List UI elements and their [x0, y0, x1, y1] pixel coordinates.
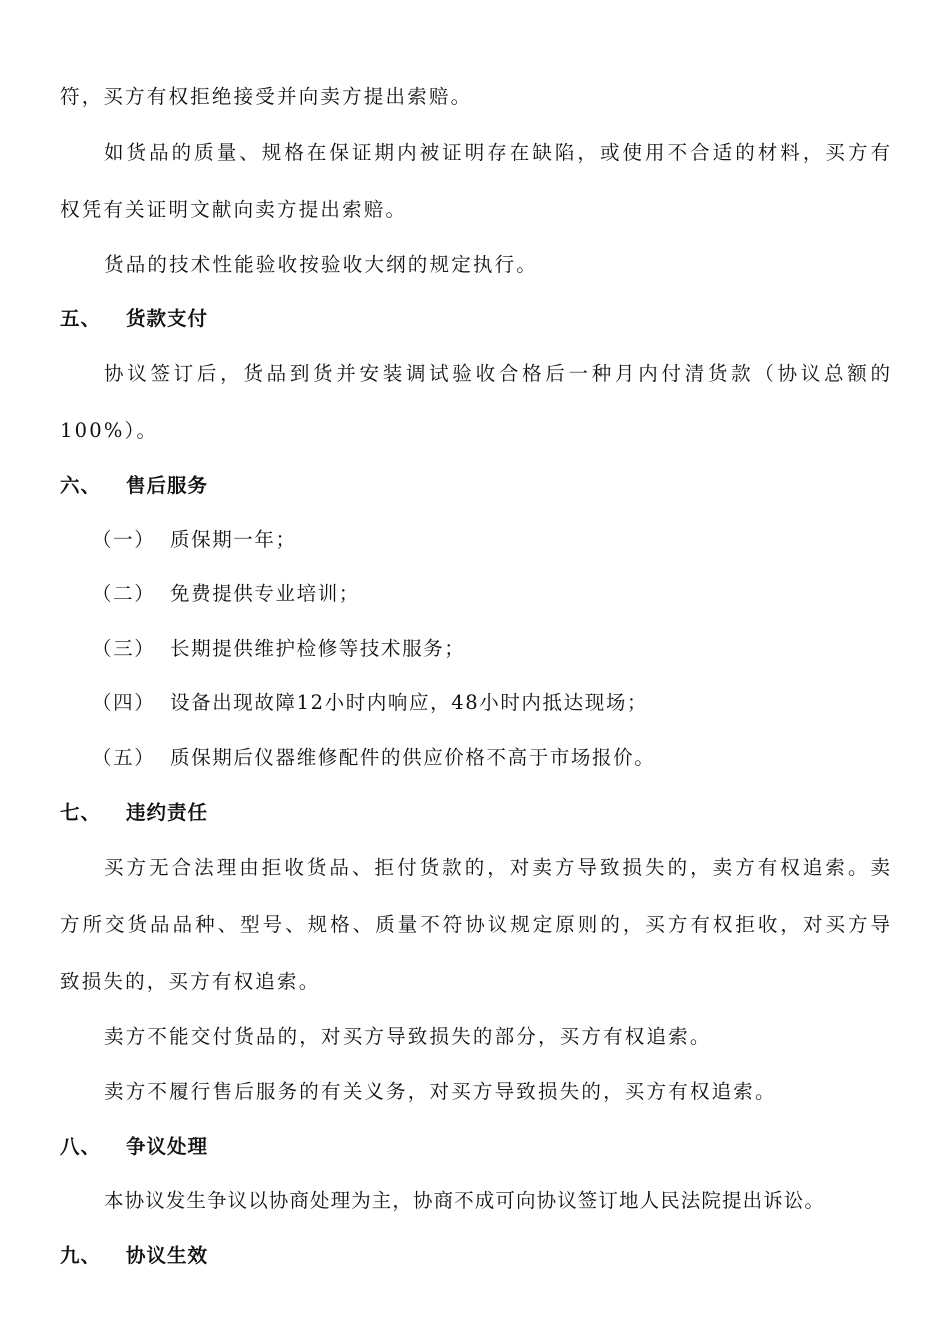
section-heading-effect: [60, 1243, 208, 1269]
section-number: 五、: [60, 307, 102, 330]
list-item: [92, 527, 297, 553]
paragraph-line: 买方无合法理由拒收货品、拒付货款的，对卖方导致损失的，卖方有权追索。卖: [104, 856, 890, 879]
section-title: 协议生效: [126, 1244, 209, 1267]
list-item: [92, 636, 465, 662]
list-item-text: 免费提供专业培训；: [170, 582, 360, 605]
list-item-number: （四）: [92, 691, 156, 714]
section-number: 七、: [60, 801, 102, 824]
list-item: [92, 745, 655, 771]
list-item: [92, 581, 360, 607]
paragraph-line: 符，买方有权拒绝接受并向卖方提出索赔。: [60, 85, 473, 108]
paragraph-line: 方所交货品品种、型号、规格、质量不符协议规定原则的，买方有权拒收，对买方导: [60, 913, 890, 936]
paragraph-line: 货品的技术性能验收按验收大纲的规定执行。: [104, 253, 539, 276]
section-number: 六、: [60, 474, 102, 497]
section-number: 九、: [60, 1244, 102, 1267]
list-item-number: （五）: [92, 746, 156, 769]
section-title: 违约责任: [126, 801, 209, 824]
paragraph-line: 权凭有关证明文献向卖方提出索赔。: [60, 198, 408, 221]
list-item-text: 设备出现故障12小时内响应，48小时内抵达现场；: [170, 691, 649, 714]
paragraph-line: 100%）。: [60, 419, 159, 442]
list-item-text: 质保期一年；: [170, 528, 297, 551]
section-title: 货款支付: [126, 307, 209, 330]
paragraph-line: 协议签订后，货品到货并安装调试验收合格后一种月内付清货款（协议总额的: [104, 362, 890, 385]
list-item-number: （二）: [92, 582, 156, 605]
list-item-text: 长期提供维护检修等技术服务；: [170, 637, 466, 660]
list-item-text: 质保期后仪器维修配件的供应价格不高于市场报价。: [170, 746, 656, 769]
paragraph-line: 卖方不履行售后服务的有关义务，对买方导致损失的，买方有权追索。: [104, 1080, 777, 1103]
paragraph-line: 致损失的，买方有权追索。: [60, 970, 321, 993]
list-item-number: （三）: [92, 637, 156, 660]
paragraph-line: 如货品的质量、规格在保证期内被证明存在缺陷，或使用不合适的材料，买方有: [104, 141, 890, 164]
section-heading-dispute: [60, 1134, 208, 1160]
section-title: 售后服务: [126, 474, 209, 497]
section-heading-payment: [60, 306, 208, 332]
paragraph-line: 本协议发生争议以协商处理为主，协商不成可向协议签订地人民法院提出诉讼。: [104, 1189, 826, 1212]
section-heading-breach: [60, 800, 208, 826]
list-item: [92, 690, 648, 716]
section-heading-after-sales: [60, 473, 208, 499]
section-number: 八、: [60, 1135, 102, 1158]
section-title: 争议处理: [126, 1135, 209, 1158]
list-item-number: （一）: [92, 528, 156, 551]
paragraph-line: 卖方不能交付货品的，对买方导致损失的部分，买方有权追索。: [104, 1025, 712, 1048]
